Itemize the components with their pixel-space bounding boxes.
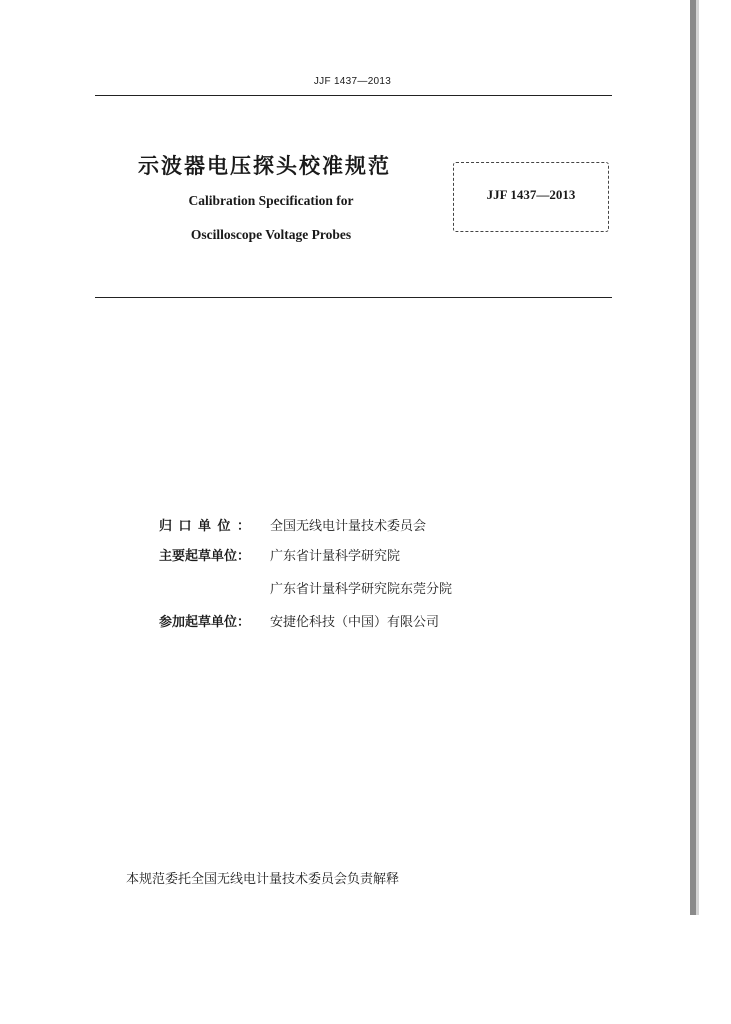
header-standard-code: JJF 1437—2013 [313,76,392,87]
org-value-main-drafting-unit-2: 广东省计量科学研究院东莞分院 [270,582,453,597]
top-rule [95,95,612,96]
interpretation-note: 本规范委托全国无线电计量技术委员会负责解释 [126,872,400,887]
bottom-rule [95,297,612,298]
document-title-english-line2: Oscilloscope Voltage Probes [190,227,352,242]
org-label-main-drafting-unit: 主要起草单位： [159,549,251,564]
standard-code-box-text: JJF 1437—2013 [486,187,576,202]
document-title-english-line1: Calibration Specification for [188,193,354,208]
org-value-responsible-unit: 全国无线电计量技术委员会 [270,519,427,534]
standard-code-box [453,162,609,232]
org-label-responsible-unit: 归口单位： [159,519,257,534]
document-title-chinese: 示波器电压探头校准规范 [138,154,391,178]
page-edge-shadow [696,0,699,915]
org-label-participating-drafting-unit: 参加起草单位： [159,615,251,630]
org-value-participating-drafting-unit: 安捷伦科技（中国）有限公司 [270,615,440,630]
org-value-main-drafting-unit: 广东省计量科学研究院 [270,549,401,564]
